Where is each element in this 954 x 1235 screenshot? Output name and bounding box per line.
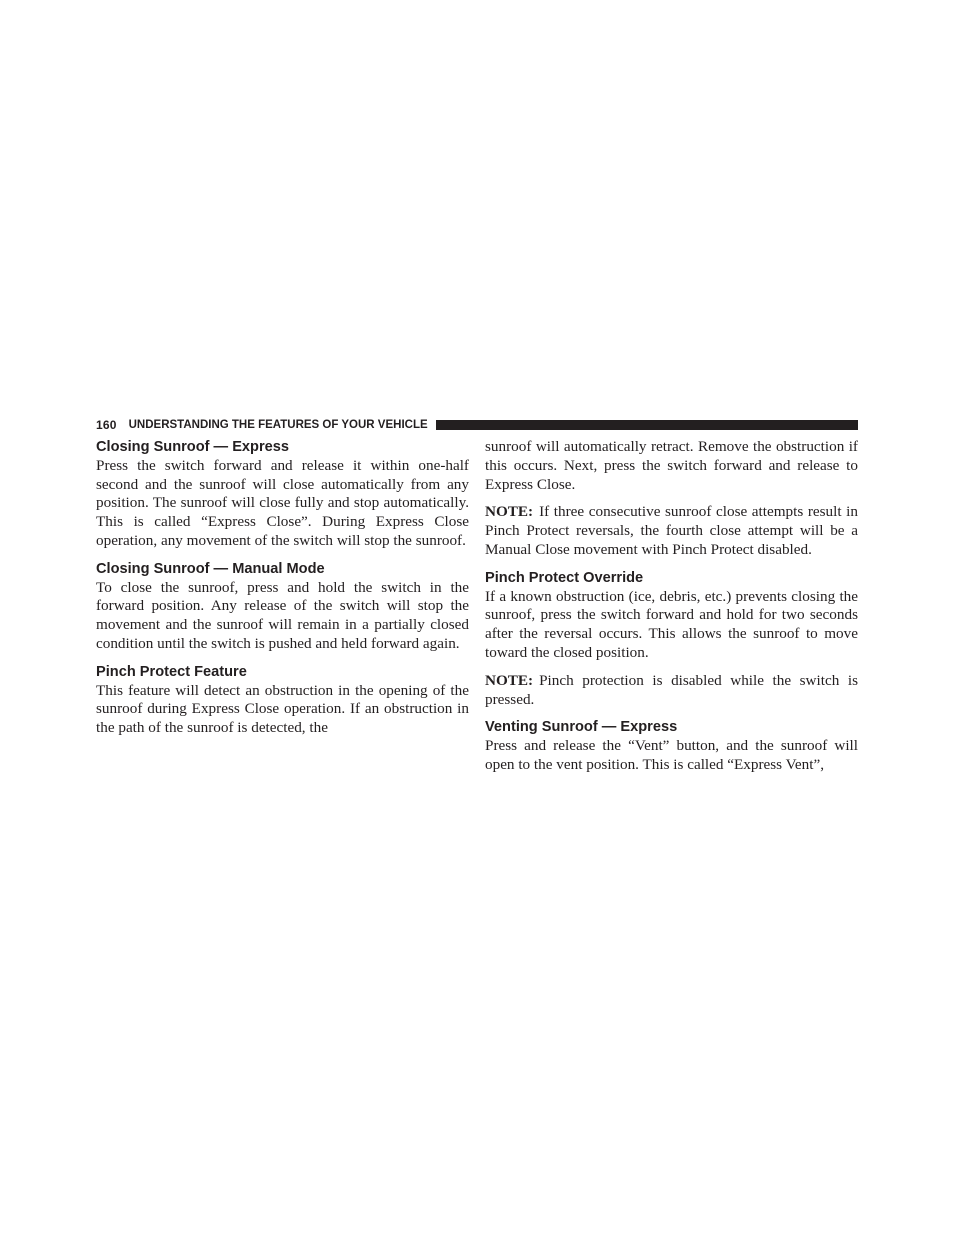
- section-heading-closing-manual: Closing Sunroof — Manual Mode: [96, 560, 325, 577]
- page-number: 160: [96, 418, 117, 432]
- section-body-pinch-protect: This feature will detect an obstruction in the opening of the sunroof during Express Close operation. If an obstruction in the path of the sunroof is detected, the: [96, 681, 469, 737]
- note-paragraph-2: [485, 672, 858, 710]
- left-column: [96, 438, 469, 747]
- section-heading-pinch-protect: Pinch Protect Feature: [96, 663, 247, 680]
- note-text-1: If three consecutive sunroof close attempts result in Pinch Protect reversals, the fourth close attempt will be a Manual Close movement with Pinch Protect disabled.: [485, 503, 858, 558]
- section-body-pinch-override: If a known obstruction (ice, debris, etc.) prevents closing the sunroof, press the switch forward and hold for two seconds after the reversal occurs. This allows the sunroof to move toward the closed position.: [485, 587, 858, 661]
- section-heading-closing-express: Closing Sunroof — Express: [96, 439, 289, 455]
- note-label-2: NOTE:: [485, 671, 534, 689]
- right-column: [485, 438, 858, 784]
- page-header: [96, 417, 858, 433]
- running-title: UNDERSTANDING THE FEATURES OF YOUR VEHICLE: [128, 419, 428, 431]
- note-paragraph-1: [485, 503, 858, 559]
- section-heading-pinch-override: Pinch Protect Override: [485, 569, 644, 586]
- continuation-paragraph: sunroof will automatically retract. Remove the obstruction if this occurs. Next, press the switch forward and release to Express Close.: [485, 438, 858, 493]
- section-body-closing-express: Press the switch forward and release it within one-half second and the sunroof will close automatically from any position. The sunroof will close fully and stop automatically. This is called “Express Close”. During Express Close operation, any movement of the switch will stop the sunroof.: [96, 456, 469, 549]
- section-body-closing-manual: To close the sunroof, press and hold the switch in the forward position. Any release of the switch will stop the movement and the sunroof will remain in a partially closed condition until the switch is pushed and held forward again.: [96, 578, 469, 652]
- header-rule-bar: [436, 420, 858, 430]
- section-heading-venting-express: Venting Sunroof — Express: [485, 719, 678, 736]
- note-label-1: NOTE:: [485, 503, 534, 521]
- section-body-venting-express: Press and release the “Vent” button, and the sunroof will open to the vent position. This is called “Express Vent”,: [485, 737, 858, 773]
- note-text-2: Pinch protection is disabled while the switch is pressed.: [485, 671, 858, 708]
